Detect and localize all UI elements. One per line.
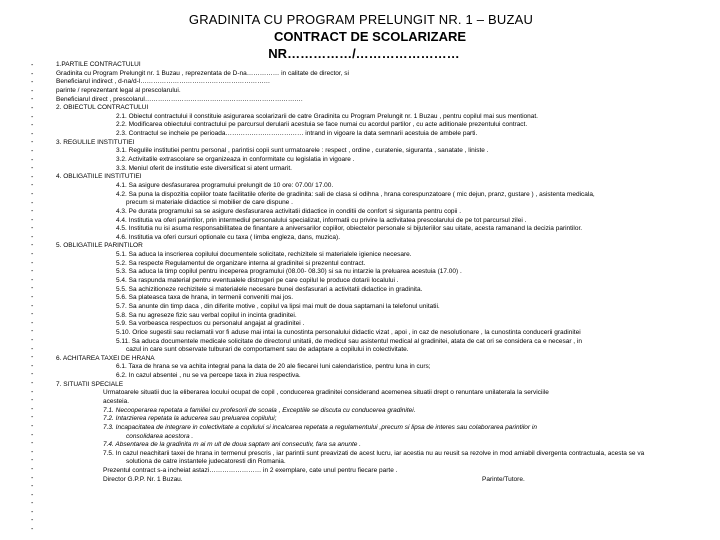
bullet-marker: - xyxy=(31,96,34,104)
bullet-marker: - xyxy=(31,62,34,69)
bullet-marker: - xyxy=(31,216,34,224)
bullet-marker: - xyxy=(31,483,34,491)
clause-line: acesteia. xyxy=(103,397,130,405)
contract-title: CONTRACT DE SCOLARIZARE xyxy=(273,29,467,44)
contract-number: NR……………/…………………… xyxy=(268,46,460,61)
bullet-marker: - xyxy=(31,182,34,190)
clause-line: 7.5. In cazul neachitarii taxei de hrana in termenul prescris , iar parintii sunt preavizati de acest lucru, iar acestia nu au reusit sa rezolve in mod amiabil divergenta contractuala, acesta se va xyxy=(103,449,645,457)
bullet-marker: - xyxy=(31,233,34,241)
section-heading: 5. OBLIGATIILE PARINTILOR xyxy=(56,242,143,250)
clause-line: 4.4. Institutia va oferi parintilor, prin intermediul personalului specializat, informatii cu privire la activitatea prescolarului de pe tot parcursul zilei . xyxy=(116,216,527,224)
clause-line: 7.2. Intarzierea repetata la aducerea sau preluarea copilului; xyxy=(103,415,277,423)
clause-line: 7.4. Absentarea de la gradinita m ai m ult de doua saptam ani consecutiv, fara sa anunte . xyxy=(103,441,361,449)
bullet-marker: - xyxy=(31,208,34,216)
clause-line: 2.2. Modificarea obiectului contractului pe parcursul derularii acestuia se face numai cu acordul partilor , cu acte aditionale prezentului contract. xyxy=(116,121,528,129)
clause-line: 5.4. Sa raspunda material pentru eventualele distrugeri pe care copilul le produce dotarii localului . xyxy=(116,277,399,285)
bullet-marker: - xyxy=(31,448,34,456)
bullet-marker: - xyxy=(31,379,34,387)
bullet-marker: - xyxy=(31,440,34,448)
clause-line: 3.2. Activitatile extrascolare se organizeaza in conformitate cu legislatia in vigoare . xyxy=(116,156,355,164)
clause-line: 5.2. Sa respecte Regulamentul de organizare interna al gradinitei si prezentul contract. xyxy=(116,259,366,267)
signature-date-line: Prezentul contract s-a incheiat astazi…………………… in 2 exemplare, cate unul pentru fiecare parte . xyxy=(103,467,398,475)
body-line: parinte / reprezentant legal al prescolarului. xyxy=(56,86,181,94)
clause-line: 5.10. Orice sugestii sau reclamatii vor fi aduse mai intai la cunostinta personalului didactic vizat , apoi , in caz de nesolutionare , la cunostinta conducerii gradinitei xyxy=(116,328,581,336)
clause-line: solutiona de catre instantele judecatoresti din Romania. xyxy=(126,458,286,466)
clause-line: 5.9. Sa vorbeasca respectuos cu personalul angajat al gradinitei . xyxy=(116,320,305,328)
clause-line: 4.6. Institutia va oferi cursuri optionale cu taxa ( limba engleza, dans, muzica). xyxy=(116,233,340,241)
body-line: Beneficiarul direct , prescolarul………………………………………………………………. xyxy=(56,95,303,103)
bullet-marker: - xyxy=(31,165,34,173)
bullet-marker: - xyxy=(31,199,34,207)
bullet-marker: - xyxy=(31,345,34,353)
bullet-marker: - xyxy=(31,474,34,482)
bullet-marker: - xyxy=(31,397,34,405)
bullet-marker: - xyxy=(31,259,34,267)
parent-signature-label: Parinte/Tutore. xyxy=(482,475,525,483)
bullet-marker: - xyxy=(31,405,34,413)
bullet-marker: - xyxy=(31,328,34,336)
bullet-marker: - xyxy=(31,414,34,422)
bullet-marker: - xyxy=(31,517,34,525)
bullet-marker: - xyxy=(31,500,34,508)
clause-line: 6.2. In cazul absentei , nu se va percepe taxa in ziua respectiva. xyxy=(116,372,301,380)
contract-body xyxy=(56,61,716,484)
clause-line: 5.6. Sa plateasca taxa de hrana, in termenii conveniti mai jos. xyxy=(116,294,294,302)
section-heading: 6. ACHITAREA TAXEI DE HRANA xyxy=(56,354,155,362)
section-heading: 1.PARTILE CONTRACTULUI xyxy=(56,61,141,68)
bullet-marker: - xyxy=(31,431,34,439)
clause-line: 4.2. Sa puna la dispozitia copiilor toate facilitatile oferite de gradinita: sali de clasa si odihna , hrana corespunzatoare ( mic dejun, pranz, gustare ) , asistenta medicala, xyxy=(116,190,595,198)
bullet-marker: - xyxy=(31,251,34,259)
bullet-marker: - xyxy=(31,242,34,250)
director-signature-label: Director G.P.P. Nr. 1 Buzau. xyxy=(103,475,183,483)
clause-line: 5.3. Sa aduca la timp copilul pentru inceperea programului (08.00- 08.30) si sa nu intarzie la preluarea acestuia (17.00) . xyxy=(116,268,462,276)
bullet-marker: - xyxy=(31,388,34,396)
clause-line: 3.3. Meniul oferit de institutie este diversificat si atent urmarit. xyxy=(116,164,292,172)
bullet-marker: - xyxy=(31,491,34,499)
bullet-marker: - xyxy=(31,113,34,121)
clause-line: 5.11. Sa aduca documentele medicale solicitate de directorul unitatii, de medicul sau asistentul medical al gradinitei, atata de cat ori se considera ca e necesar , in xyxy=(116,337,582,345)
bullet-marker: - xyxy=(31,225,34,233)
clause-line: 4.1. Sa asigure desfasurarea programului prelungit de 10 ore: 07.00/ 17.00. xyxy=(116,181,334,189)
bullet-marker: - xyxy=(31,371,34,379)
bullet-marker: - xyxy=(31,122,34,130)
body-line: Beneficiarul indirect , d-na/d-l…………………………………………………… xyxy=(56,78,271,86)
bullet-marker: - xyxy=(31,457,34,465)
school-title: GRADINITA CU PROGRAM PRELUNGIT NR. 1 – BUZAU xyxy=(188,12,534,27)
clause-line: 2.3. Contractul se incheie pe perioada……………………………… intrand in vigoare la data semnarii acestuia de ambele parti. xyxy=(116,130,478,138)
clause-line: 7.3. Incapacitatea de integrare in colectivitate a copilului si incalcarea repetata a regulamentului ,precum si lipsa de interes sau colaborarea parintilor in xyxy=(103,423,537,431)
bullet-marker: - xyxy=(31,130,34,138)
clause-line: precum si materiale didactice si mobilier de care dispune . xyxy=(126,199,293,207)
clause-line: 5.8. Sa nu agreseze fizic sau verbal copilul in incinta gradinitei. xyxy=(116,311,297,319)
bullet-marker: - xyxy=(31,508,34,516)
body-line: Gradinita cu Program Prelungit nr. 1 Buzau , reprezentata de D-na…………… in calitate de director, si xyxy=(56,69,349,77)
bullet-marker: - xyxy=(31,294,34,302)
section-heading: 3. REGULILE INSTITUTIEI xyxy=(56,138,135,146)
clause-line: 6.1. Taxa de hrana se va achita integral pana la data de 20 ale fiecarei luni calendaristice, pentru luna in curs; xyxy=(116,363,431,371)
clause-line: 5.7. Sa anunte din timp daca , din diferite motive , copilul va lipsi mai mult de doua saptamani la telefonul unitatii. xyxy=(116,302,440,310)
bullet-marker: - xyxy=(31,173,34,181)
bullet-marker: - xyxy=(31,422,34,430)
bullet-marker: - xyxy=(31,302,34,310)
signature-line xyxy=(56,476,716,485)
clause-line: 5.5. Sa achizitioneze rechizitele si materialele necesare bunei desfasurari a activitatii didactice in gradinita. xyxy=(116,285,423,293)
bullet-marker: - xyxy=(31,139,34,147)
clause-line: 5.1. Sa aduca la inscrierea copilului documentele solicitate, rechizitele si materialele igienice necesare. xyxy=(116,251,412,259)
bullet-marker: - xyxy=(31,268,34,276)
section-heading: 7. SITUATII SPECIALE xyxy=(56,380,124,388)
section-heading: 2. OBIECTUL CONTRACTULUI xyxy=(56,104,149,112)
bullet-marker: - xyxy=(31,87,34,95)
document-header xyxy=(0,12,720,62)
section-heading: 4. OBLIGATIILE INSTITUTIEI xyxy=(56,173,142,181)
bullet-marker: - xyxy=(31,156,34,164)
bullet-marker: - xyxy=(31,285,34,293)
clause-line: consolidarea acestora . xyxy=(126,432,194,440)
bullet-marker: - xyxy=(31,79,34,87)
bullet-marker: - xyxy=(31,465,34,473)
clause-line: 4.3. Pe durata programului sa se asigure desfasurarea activitatii didactice in conditii de confort si siguranta pentru copii . xyxy=(116,207,462,215)
bullet-marker: - xyxy=(31,526,34,534)
bullet-marker: - xyxy=(31,147,34,155)
bullet-marker: - xyxy=(31,190,34,198)
bullet-marker: - xyxy=(31,337,34,344)
bullet-marker: - xyxy=(31,70,34,78)
bullet-marker: - xyxy=(31,319,34,327)
clause-line: Urmatoarele situatii duc la eliberarea locului ocupat de copil , conducerea gradinitei considerand acemenea situatii drept o renuntare unilaterala la serviciile xyxy=(103,389,549,397)
clause-line: 2.1. Obiectul contractului il constituie asigurarea scolarizarii de catre Gradinita cu Program Prelungit nr. 1 Buzau , pentru copilul mai sus mentionat. xyxy=(116,112,538,120)
bullet-marker: - xyxy=(31,362,34,370)
bullet-column xyxy=(31,62,39,535)
bullet-marker: - xyxy=(31,276,34,284)
bullet-marker: - xyxy=(31,104,34,112)
bullet-marker: - xyxy=(31,311,34,319)
clause-line: 3.1. Regulile institutiei pentru personal , parintisi copii sunt urmatoarele : respect , ordine , curatenie, siguranta , sanatate , liniste . xyxy=(116,147,489,155)
clause-line: 4.5. Institutia nu isi asuma responsabilitatea de finantare a aniversarilor copiilor, obiectelor personale si bijuteriilor sau uitate, acesta ramanand la decizia parintilor. xyxy=(116,225,583,233)
bullet-marker: - xyxy=(31,354,34,362)
clause-line: cazul in care sunt observate tulburari de comportament sau de adaptare a copilului in colectivitate. xyxy=(126,346,409,354)
clause-line: 7.1. Necooperarea repetata a familiei cu profesorii de scoala , Exceptiile se discuta cu conducerea gradinitei. xyxy=(103,406,416,414)
